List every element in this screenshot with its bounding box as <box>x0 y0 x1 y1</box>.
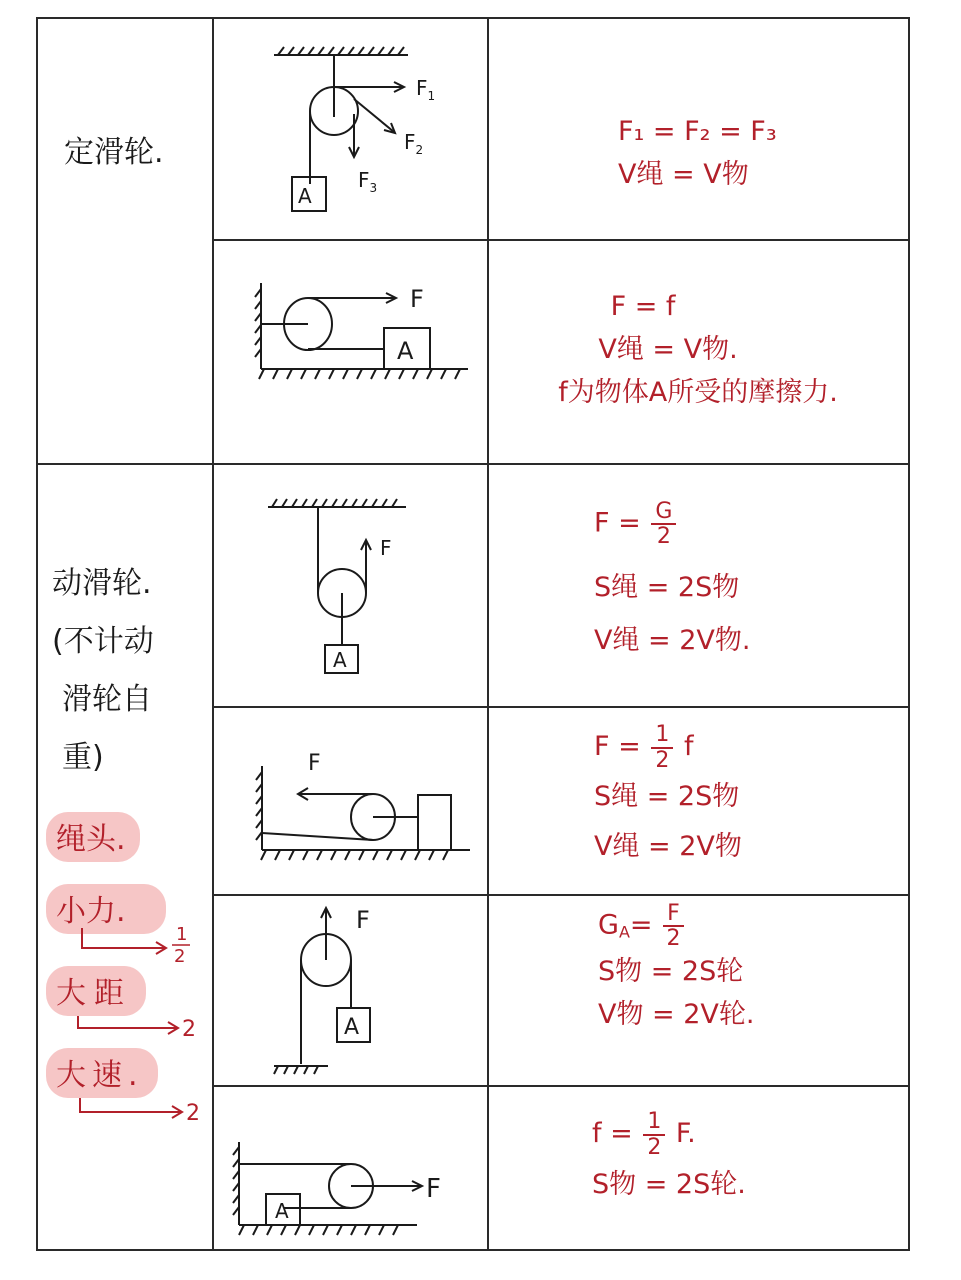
category-fixed-pulley <box>64 130 164 177</box>
svg-text:F2: $F_2$ <box>404 130 424 157</box>
fraction: $\frac{1}{2}$ <box>651 723 673 771</box>
svg-text:A: A <box>344 1015 360 1040</box>
formula-row-4 <box>594 722 742 872</box>
svg-text:F1: $F_1$ <box>416 76 436 103</box>
mnemonic-item <box>46 1048 158 1098</box>
category-line: 动滑轮. <box>52 566 152 601</box>
svg-text:A: A <box>275 1199 289 1223</box>
svg-text:2: 2 <box>182 1017 196 1042</box>
formula-line: V绳 = 2V物. <box>594 625 751 657</box>
highlight-text: 大距 <box>46 966 146 1016</box>
svg-text:F3: $F_3$ <box>358 168 378 195</box>
diagram-movable-pulley-inverted <box>214 896 486 1084</box>
formula-row-3 <box>594 500 751 663</box>
formula-line: S物 = 2S轮 <box>598 956 744 988</box>
mnemonic-item <box>46 966 158 1016</box>
highlight-text: 小力. <box>46 884 166 934</box>
diagram-movable-pulley-hanging <box>214 465 486 705</box>
fraction: $\frac{G}{2}$ <box>651 500 676 548</box>
formula-line: S物 = 2S轮. <box>592 1169 746 1201</box>
formula-line: F₁ = F₂ = F₃ <box>618 116 777 147</box>
formula-line: V绳 = V物 <box>618 159 749 191</box>
svg-text:F: F <box>426 1174 441 1204</box>
block-label: A <box>298 184 312 208</box>
fraction: $\frac{F}{2}$ <box>663 902 684 950</box>
category-line: 滑轮自 <box>62 682 152 717</box>
fraction: $\frac{1}{2}$ <box>643 1110 665 1158</box>
diagram-fixed-pulley-hanging <box>214 19 486 239</box>
column-divider-2 <box>487 17 489 1251</box>
formula-fraction-line: F = $\frac{G}{2}$ <box>594 500 751 548</box>
category-movable-pulley <box>52 555 154 787</box>
formula-fraction-line: $G_A=$ $\frac{F}{2}$ <box>598 902 755 950</box>
category-label: 定滑轮. <box>64 135 164 170</box>
svg-text:1: 1 <box>176 924 188 945</box>
formula-row-6 <box>592 1108 746 1211</box>
formula-row-5 <box>598 902 755 1037</box>
diagram-fixed-pulley-horizontal <box>214 241 486 463</box>
mnemonic-notes-lower <box>46 966 158 1098</box>
mnemonic-item <box>46 812 166 862</box>
svg-text:A: A <box>397 337 414 365</box>
formula-fraction-line: F = $\frac{1}{2}$ f <box>594 722 694 773</box>
formula-line: f为物体A所受的摩擦力. <box>558 377 838 409</box>
category-line: (不计动 <box>52 624 154 659</box>
highlight-text: 大速. <box>46 1048 158 1098</box>
formula-line: V绳 = 2V物 <box>594 830 742 862</box>
formula-row-1 <box>618 110 777 196</box>
formula-line: V绳 = V物. <box>598 334 738 366</box>
diagram-movable-pulley-horizontal-reversed <box>214 1087 486 1249</box>
formula-fraction-line: f = $\frac{1}{2}$ F. <box>592 1109 696 1160</box>
diagram-movable-pulley-horizontal <box>214 708 486 894</box>
svg-text:F: F <box>380 536 392 560</box>
svg-text:F: F <box>410 285 424 313</box>
category-line: 重) <box>62 740 104 775</box>
svg-text:A: A <box>333 648 347 672</box>
highlight-text: 绳头. <box>46 812 140 862</box>
formula-line: S绳 = 2S物 <box>594 780 740 812</box>
formula-line: S绳 = 2S物 <box>594 572 740 604</box>
formula-line: F = f <box>610 291 676 322</box>
svg-text:F: F <box>308 751 321 776</box>
formula-row-2 <box>518 285 878 415</box>
svg-text:2: 2 <box>174 946 186 967</box>
svg-text:2: 2 <box>186 1101 200 1126</box>
formula-line: V物 = 2V轮. <box>598 999 755 1031</box>
svg-text:F: F <box>356 906 370 934</box>
